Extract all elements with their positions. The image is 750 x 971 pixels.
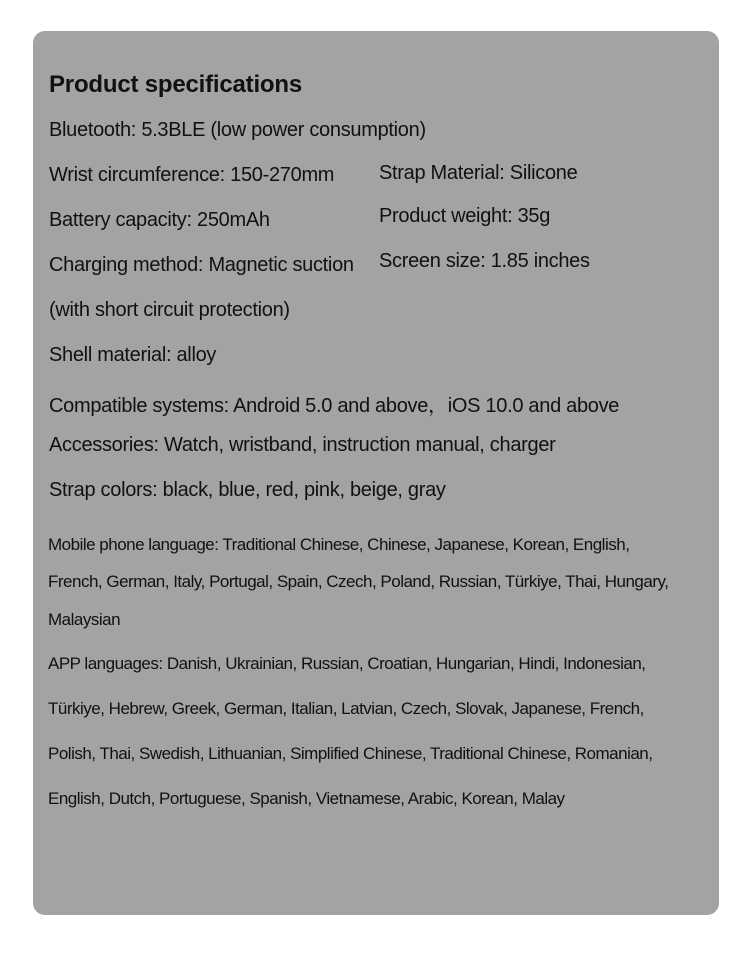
app-languages-line: Türkiye, Hebrew, Greek, German, Italian, Latvian, Czech, Slovak, Japanese, French, [48, 699, 644, 718]
spec-charging-method-cont: (with short circuit protection) [49, 299, 290, 321]
app-languages-line: Polish, Thai, Swedish, Lithuanian, Simplified Chinese, Traditional Chinese, Romanian, [48, 744, 653, 763]
app-languages-line: English, Dutch, Portuguese, Spanish, Vietnamese, Arabic, Korean, Malay [48, 789, 565, 808]
mobile-language-line: French, German, Italy, Portugal, Spain, Czech, Poland, Russian, Türkiye, Thai, Hungary, [48, 572, 669, 591]
spec-compatible-systems: Compatible systems: Android 5.0 and above，iOS 10.0 and above [49, 395, 620, 417]
spec-battery-capacity: Battery capacity: 250mAh [49, 209, 270, 231]
spec-charging-method: Charging method: Magnetic suction [49, 254, 354, 276]
spec-strap-material: Strap Material: Silicone [379, 162, 578, 184]
spec-strap-colors: Strap colors: black, blue, red, pink, beige, gray [49, 479, 446, 501]
spec-product-weight: Product weight: 35g [379, 205, 551, 227]
mobile-language-line: Mobile phone language: Traditional Chinese, Chinese, Japanese, Korean, English, [48, 535, 630, 554]
spec-accessories: Accessories: Watch, wristband, instruction manual, charger [49, 434, 556, 456]
app-languages-line: APP languages: Danish, Ukrainian, Russian, Croatian, Hungarian, Hindi, Indonesian, [48, 654, 646, 673]
mobile-language-line: Malaysian [48, 610, 121, 629]
spec-wrist-circumference: Wrist circumference: 150-270mm [49, 164, 335, 186]
spec-shell-material: Shell material: alloy [49, 344, 217, 366]
spec-bluetooth: Bluetooth: 5.3BLE (low power consumption) [49, 119, 426, 141]
spec-screen-size: Screen size: 1.85 inches [379, 250, 590, 272]
page-title: Product specifications [49, 71, 302, 98]
